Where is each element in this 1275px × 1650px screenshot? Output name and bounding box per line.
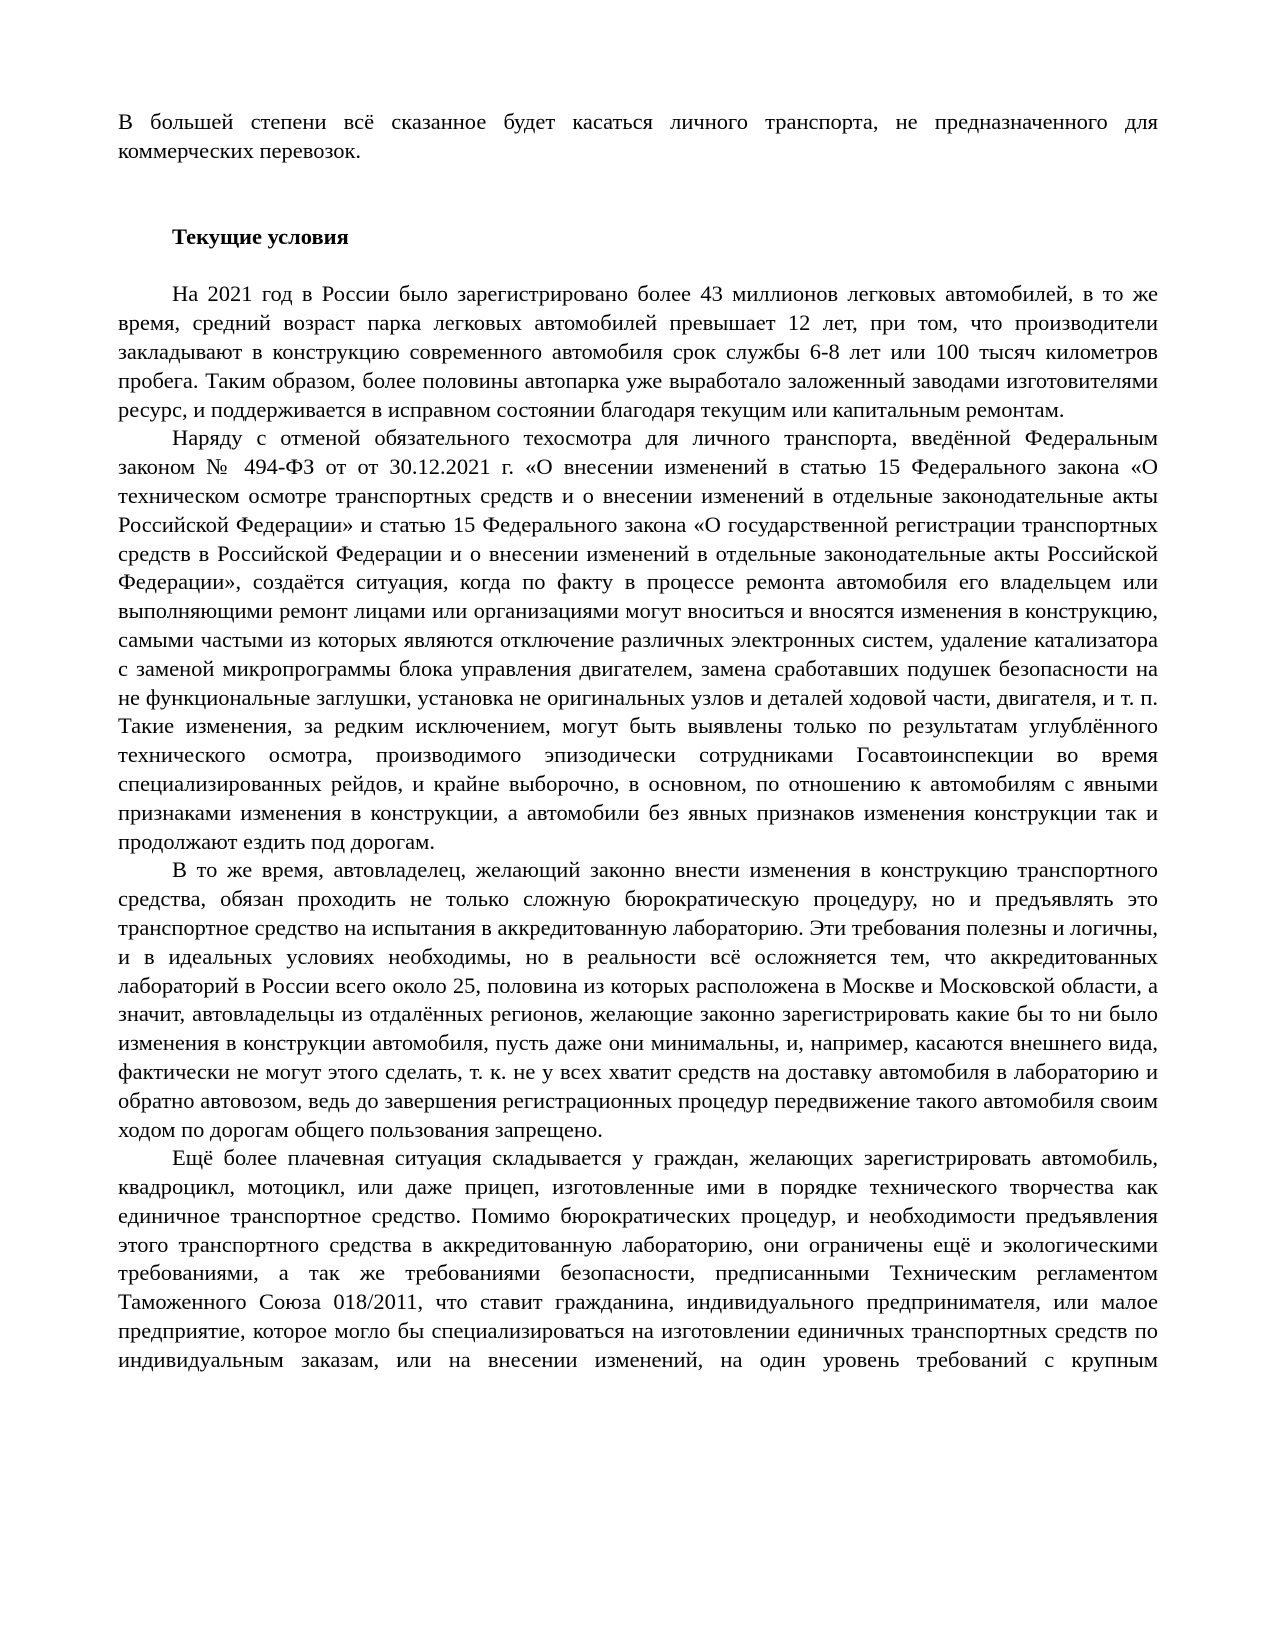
body-paragraph: На 2021 год в России было зарегистрировано более 43 миллионов легковых автомобилей, в то же время, средний возраст парка легковых автомобилей превышает 12 лет, при том, что производители закладывают в конструкцию современного автомобиля срок службы 6-8 лет или 100 тысяч километров пробега. Таким образом, более половины автопарка уже выработало заложенный заводами изготовителями ресурс, и поддерживается в исправном состоянии благодаря текущим или капитальным ремонтам.: [118, 281, 1158, 422]
document-page: [118, 108, 1158, 1375]
body-paragraph: Наряду с отменой обязательного техосмотра для личного транспорта, введённой Федеральным законом № 494-ФЗ от от 30.12.2021 г. «О внесении изменений в статью 15 Федерального закона «О техническом осмотре транспортных средств и о внесении изменений в отдельные законодательные акты Российской Федерации» и статью 15 Федерального закона «О государственной регистрации транспортных средств в Российской Федерации и о внесении изменений в отдельные законодательные акты Российской Федерации», создаётся ситуация, когда по факту в процессе ремонта автомобиля его владельцем или выполняющими ремонт лицами или организациями могут вноситься и вносятся изменения в конструкцию, самыми частыми из которых являются отключение различных электронных систем, удаление катализатора с заменой микропрограммы блока управления двигателем, замена сработавших подушек безопасности на не функциональные заглушки, установка не оригинальных узлов и деталей ходовой части, двигателя, и т. п. Такие изменения, за редким исключением, могут быть выявлены только по результатам углублённого технического осмотра, производимого эпизодически сотрудниками Госавтоинспекции во время специализированных рейдов, и крайне выборочно, в основном, по отношению к автомобилям с явными признаками изменения в конструкции, а автомобили без явных признаков изменения конструкции так и продолжают ездить под дорогам.: [118, 425, 1158, 854]
body-paragraph: Ещё более плачевная ситуация складывается у граждан, желающих зарегистрировать автомобиль, квадроцикл, мотоцикл, или даже прицеп, изготовленные ими в порядке технического творчества как единичное транспортное средство. Помимо бюрократических процедур, и необходимости предъявления этого транспортного средства в аккредитованную лабораторию, они ограничены ещё и экологическими требованиями, а так же требованиями безопасности, предписанными Техническим регламентом Таможенного Союза 018/2011, что ставит гражданина, индивидуального предпринимателя, или малое предприятие, которое могло бы специализироваться на изготовлении единичных транспортных средств по индивидуальным заказам, или на внесении изменений, на один уровень требований с крупным: [118, 1145, 1158, 1372]
body-paragraph: В то же время, автовладелец, желающий законно внести изменения в конструкцию транспортного средства, обязан проходить не только сложную бюрократическую процедуру, но и предъявлять это транспортное средство на испытания в аккредитованную лабораторию. Эти требования полезны и логичны, и в идеальных условиях необходимы, но в реальности всё осложняется тем, что аккредитованных лабораторий в России всего около 25, половина из которых расположена в Москве и Московской области, а значит, автовладельцы из отдалённых регионов, желающие законно зарегистрировать какие бы то ни было изменения в конструкции автомобиля, пусть даже они минимальны, и, например, касаются внешнего вида, фактически не могут этого сделать, т. к. не у всех хватит средств на доставку автомобиля в лабораторию и обратно автовозом, ведь до завершения регистрационных процедур передвижение такого автомобиля своим ходом по дорогам общего пользования запрещено.: [118, 857, 1158, 1142]
section-heading: Текущие условия: [172, 223, 349, 249]
intro-paragraph: В большей степени всё сказанное будет касаться личного транспорта, не предназначенного для коммерческих перевозок.: [118, 109, 1158, 163]
